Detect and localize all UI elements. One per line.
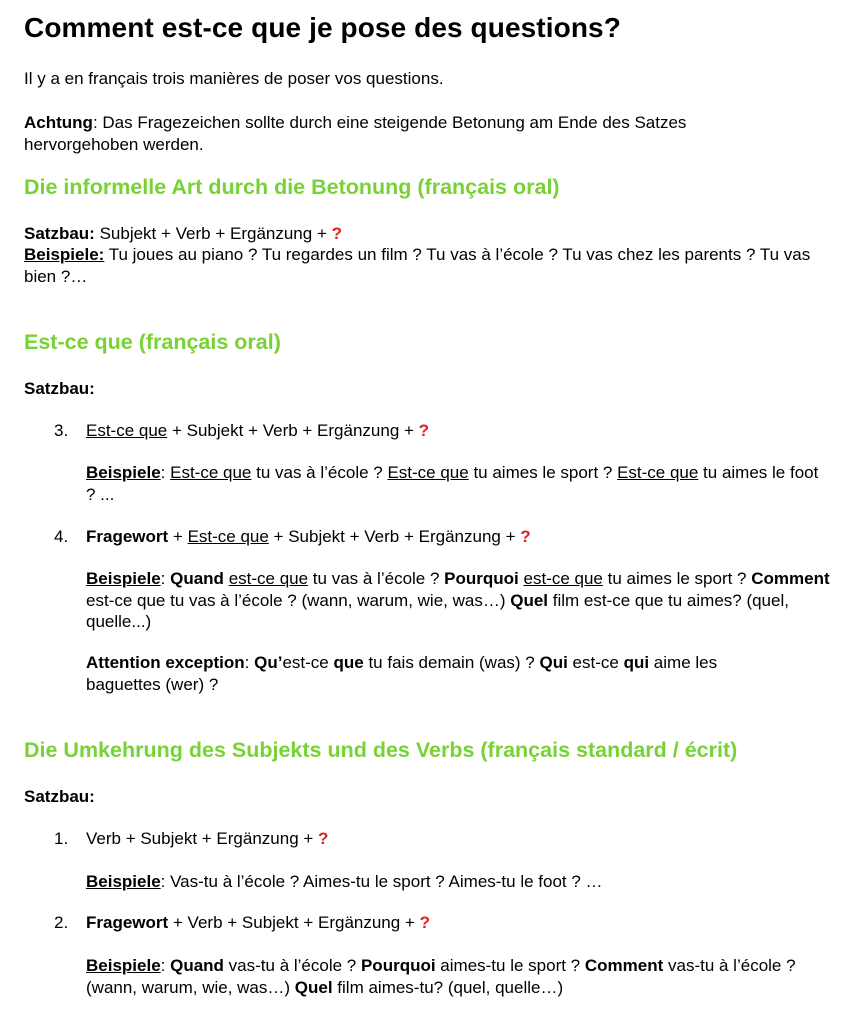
section2-satzbau <box>24 378 95 400</box>
colon: : <box>160 463 171 482</box>
estceque-term: est-ce que <box>523 569 603 588</box>
question-word: Qu’ <box>254 653 283 672</box>
list-item-estceque <box>86 420 429 442</box>
formula-text: Verb + Subjekt + Ergänzung + <box>86 829 319 848</box>
estceque-term: Est-ce que <box>187 527 269 546</box>
formula-text: + Subjekt + Verb + Ergänzung + <box>268 527 521 546</box>
example-text: tu aimes le sport ? <box>468 463 618 482</box>
question-word: que <box>333 653 364 672</box>
estceque-term: Est-ce que <box>86 421 168 440</box>
colon: : <box>244 653 255 672</box>
beispiele-label: Beispiele <box>86 569 161 588</box>
section3-satzbau <box>24 786 95 808</box>
example-text: est-ce <box>567 653 624 672</box>
example-text: tu aimes le foot ? ... <box>86 463 819 504</box>
beispiele-label: Beispiele <box>86 956 161 975</box>
list-number: 3. <box>54 421 69 440</box>
list-item-inversion <box>86 828 328 850</box>
formula-text: + Verb + Subjekt + Ergänzung + <box>168 913 420 932</box>
question-word: Quel <box>510 590 549 610</box>
question-word: Pourquoi <box>444 569 519 588</box>
question-word: Pourquoi <box>360 956 436 975</box>
question-word: Comment <box>584 956 664 975</box>
achtung-text: : Das Fragezeichen sollte durch eine steigende Betonung am Ende des Satzes hervorgehoben werden. <box>24 113 687 154</box>
estceque-term: Est-ce que <box>387 463 469 482</box>
question-word: Quel <box>294 977 333 997</box>
fragewort-term: Fragewort <box>86 913 169 932</box>
colon: : <box>160 956 171 975</box>
formula-text: + Subjekt + Verb + Ergänzung + <box>167 421 419 440</box>
example-text: aimes-tu le sport ? <box>435 956 585 975</box>
question-word: qui <box>623 653 650 672</box>
example-text: tu fais demain (was) ? <box>363 653 540 672</box>
estceque-term: Est-ce que <box>170 463 252 482</box>
question-mark: ? <box>318 829 329 848</box>
colon: : <box>160 569 171 588</box>
section1-satzbau <box>24 223 342 245</box>
example-text: tu vas à l’école ? <box>308 569 445 588</box>
list-number: 4. <box>54 527 69 546</box>
example-text: film aimes-tu? (quel, quelle…) <box>332 977 564 997</box>
example-text: aime les baguettes (wer) ? <box>86 653 718 694</box>
section3-heading: Die Umkehrung des Subjekts und des Verbs (français standard / écrit) <box>24 738 738 762</box>
item2-beispiele <box>86 955 806 998</box>
question-mark: ? <box>419 913 430 932</box>
plus: + <box>168 527 188 546</box>
beispiele-label: Beispiele: <box>24 245 105 264</box>
satzbau-label: Satzbau: <box>24 787 95 806</box>
satzbau-label: Satzbau: <box>24 379 95 398</box>
attention-exception <box>86 652 786 695</box>
example-text: vas-tu à l’école ? (wann, warum, wie, was…) <box>86 956 796 997</box>
question-word: Comment <box>751 569 830 588</box>
estceque-term: est-ce que <box>228 569 309 588</box>
item1-beispiele <box>86 871 603 893</box>
example-text: vas-tu à l’école ? <box>223 956 361 975</box>
example-text: Vas-tu à l’école ? Aimes-tu le sport ? Aimes-tu le foot ? … <box>170 872 603 891</box>
beispiele-label: Beispiele <box>86 872 161 891</box>
question-mark: ? <box>418 421 430 440</box>
example-text: tu aimes le sport ? <box>602 569 752 588</box>
satzbau-text: Subjekt + Verb + Ergänzung + <box>94 224 332 243</box>
section1-beispiele <box>24 244 824 287</box>
example-text: film est-ce que tu aimes? (quel, quelle...) <box>86 590 789 631</box>
estceque-term: Est-ce que <box>617 463 699 482</box>
question-mark: ? <box>520 527 531 546</box>
intro-text: Il y a en français trois manières de poser vos questions. <box>24 69 444 88</box>
example-text: est-ce que tu vas à l’école ? (wann, warum, wie, was…) <box>86 590 511 610</box>
attention-label: Attention exception <box>86 653 245 672</box>
list-item-fragewort <box>86 526 531 548</box>
list-item-fragewort-inversion <box>86 912 430 934</box>
fragewort-term: Fragewort <box>86 527 169 546</box>
colon: : <box>160 872 171 891</box>
beispiele-label: Beispiele <box>86 463 161 482</box>
example-text: est-ce <box>282 653 334 672</box>
item4-beispiele <box>86 568 831 633</box>
question-word: Qui <box>539 653 568 672</box>
beispiele-text: Tu joues au piano ? Tu regardes un film ? Tu vas à l’école ? Tu vas chez les parents ? Tu vas bien ?… <box>24 245 811 286</box>
achtung-label: Achtung <box>24 113 93 132</box>
satzbau-label: Satzbau: <box>24 224 95 243</box>
achtung-note <box>24 112 784 155</box>
question-word: Quand <box>170 956 224 975</box>
question-mark: ? <box>331 224 342 243</box>
example-text: tu vas à l’école ? <box>251 463 388 482</box>
section1-heading: Die informelle Art durch die Betonung (français oral) <box>24 175 560 199</box>
page-title: Comment est-ce que je pose des questions? <box>24 12 621 43</box>
section2-heading: Est-ce que (français oral) <box>24 330 281 354</box>
list-number: 2. <box>54 913 69 932</box>
list-number: 1. <box>54 829 69 848</box>
item3-beispiele <box>86 462 831 505</box>
question-word: Quand <box>170 569 224 588</box>
